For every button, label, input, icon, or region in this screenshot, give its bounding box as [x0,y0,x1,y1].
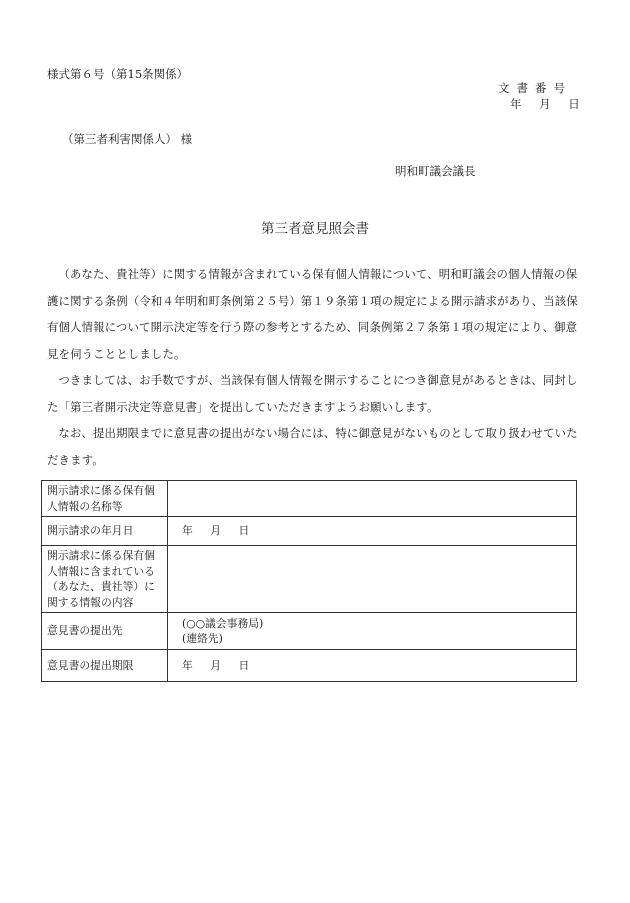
row-label-request-date: 開示請求の年月日 [42,517,168,546]
row-value-deadline: 年 月 日 [168,650,577,682]
row-label-info-content: 開示請求に係る保有個人情報に含まれている（あなた、貴社等）に関する情報の内容 [42,546,168,613]
submission-office: (○○議会事務局) [182,616,264,630]
row-label-deadline: 意見書の提出期限 [42,650,168,682]
body-paragraph-3: なお、提出期限までに意見書の提出がない場合には、特に御意見がないものとして取り扱わせていただきます。 [47,426,578,467]
table-row [42,613,577,650]
row-value-info-content [168,546,577,613]
table-row [42,481,577,517]
table-row [42,650,577,682]
row-value-submission-to [168,613,577,650]
recipient: （第三者利害関係人） 様 [62,132,193,146]
body-paragraph-2: つきましては、お手数ですが、当該保有個人情報を開示することにつき御意見があるときは、同封した「第三者開示決定等意見書」を提出していただきますようお願いします。 [47,373,578,414]
row-value-info-name [168,481,577,517]
row-label-submission-to: 意見書の提出先 [42,613,168,650]
row-value-request-date: 年 月 日 [168,517,577,546]
document-title: 第三者意見照会書 [261,221,369,237]
document-number-label: 文書番号 [498,81,572,95]
sender: 明和町議会議長 [395,164,476,178]
submission-contact: (連絡先) [182,632,223,645]
table-row [42,517,577,546]
table-row [42,546,577,613]
form-number: 様式第６号（第15条関係） [47,67,189,81]
info-table [41,480,577,682]
row-label-info-name: 開示請求に係る保有個人情報の名称等 [42,481,168,517]
document-date-label: 年 月 日 [510,97,580,111]
body-paragraph-1: （あなた、貴社等）に関する情報が含まれている保有個人情報について、明和町議会の個人情報の保護に関する条例（令和４年明和町条例第２５号）第１９条第１項の規定による開示請求があり、当該保有個人情報について開示決定等を行う際の参考とするため、同条例第２７条第１項の規定により、御意見を伺うこととしました。 [47,267,578,361]
